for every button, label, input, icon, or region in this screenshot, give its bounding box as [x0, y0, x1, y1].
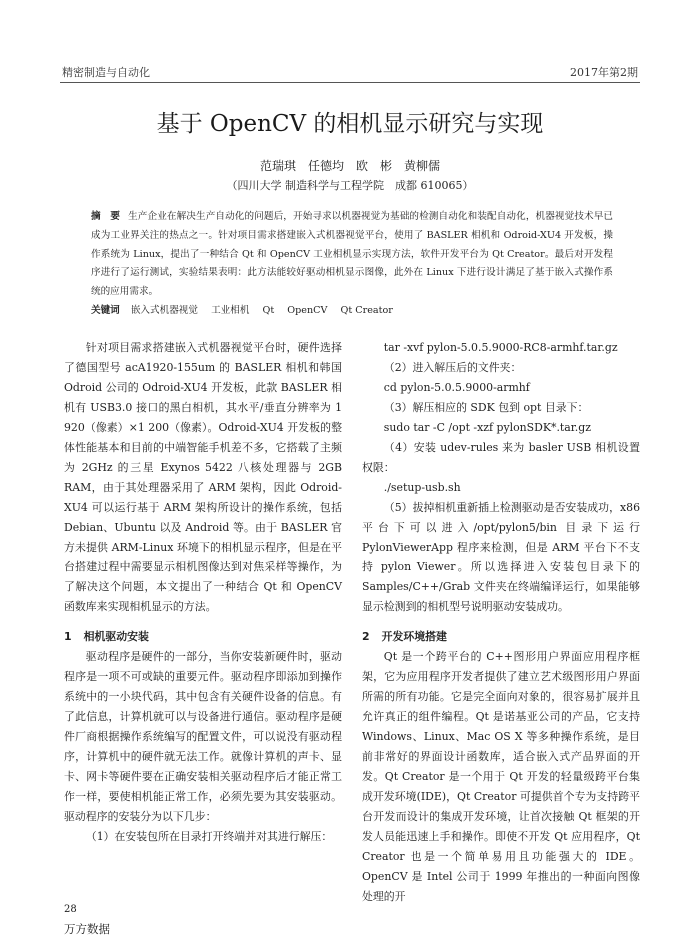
- step-paragraph: （2）进入解压后的文件夹：: [383, 360, 522, 374]
- command-line: ./setup-usb.sh: [383, 480, 461, 494]
- body-paragraph: 驱动程序是硬件的一部分，当你安装新硬件时，驱动程序是一项不可或缺的重要元件。驱动程序即添加到操作系统中的一小块代码，其中包含有关硬件设备的信息。有了此信息，计算机就可以与设备进行通信。驱动程序是硬件厂商根据操作系统编写的配置文件，可以说没有驱动程序，计算机中的硬件就无法工作。就像计算机的声卡、显卡、网卡等硬件要在正确安装相关驱动程序后才能正常工作一样，要使相机能正常工作，必须先要为其安装驱动。驱动程序的安装分为以下几步：: [64, 650, 342, 823]
- section-number: 2: [362, 630, 370, 644]
- section-heading: [362, 627, 640, 647]
- step-paragraph: （3）解压相应的 SDK 包到 opt 目录下：: [383, 400, 589, 414]
- body-paragraph: Qt 是一个跨平台的 C++图形用户界面应用程序框架，它为应用程序开发者提供了建立艺术级图形用户界面所需的所有功能。它是完全面向对象的，很容易扩展并且允许真正的组件编程。Qt 是诺基亚公司的产品，它支持 Windows、Linux、Mac OS X 等多种操作系统，是目前非常好的界面设计函数库，适合嵌入式产品界面的开发。Qt Creator 是一个用于 Qt 开发的轻量级跨平台集成开发环境(IDE)，Qt Creator 可提供首个专为支持跨平台开发而设计的集成开发环境，让首次接触 Qt 框架的开发人员能迅速上手和操作。即使不开发 Qt 应用程序，Qt Creator 也是一个简单易用且功能强大的 IDE。OpenCV 是 Intel 公司于 1999 年推出的一种面向图像处理的开: [362, 650, 640, 903]
- keywords-block: [91, 302, 613, 320]
- intro-paragraph: 针对项目需求搭建嵌入式机器视觉平台时，硬件选择了德国型号 acA1920-155um 的 BASLER 相机和韩国 Odroid 公司的 Odroid-XU4 开发板，此款 BASLER 相机有 USB3.0 接口的黑白相机，其水平/垂直分辨率为 1 920（像素）×1 200（像素）。Odroid-XU4 开发板的整体性能基本和目前的中端智能手机差不多，它搭载了主频为 2GHz 的三星 Exynos 5422 八核处理器与 2GB RAM，由于其处理器采用了 ARM 架构，因此 Odroid-XU4 可以运行基于 ARM 架构所设计的操作系统，包括 Debian、Ubuntu 以及 Android 等。由于 BASLER 官方未提供 ARM-Linux 环境下的相机显示程序，但是在平台搭建过程中需要显示相机图像达到对焦采样等操作，为了解决这个问题，本文提出了一种结合 Qt 和 OpenCV 函数库来实现相机显示的方法。: [64, 341, 342, 614]
- step-paragraph: （4）安装 udev-rules 来为 basler USB 相机设置权限：: [362, 440, 640, 474]
- keyword: 工业相机: [211, 305, 250, 316]
- command-line: sudo tar -C /opt -xzf pylonSDK*.tar.gz: [383, 420, 591, 434]
- step-paragraph: （5）拔掉相机重新插上检测驱动是否安装成功，x86 平台下可以进入/opt/pylon5/bin 目录下运行 PylonViewerApp 程序来检测，但是 ARM 平台下不支持 pylon Viewer。所以选择进入安装包目录下的 Samples/C++/Grab 文件夹在终端编译运行，如果能够显示检测到的相机型号说明驱动安装成功。: [362, 500, 640, 614]
- keyword: OpenCV: [287, 305, 328, 316]
- source-watermark: 万方数据: [64, 922, 110, 936]
- step-paragraph: （1）在安装包所在目录打开终端并对其进行解压：: [85, 829, 333, 843]
- section-heading: [64, 627, 342, 647]
- keyword: Qt Creator: [340, 305, 393, 316]
- page-number: 28: [64, 904, 77, 915]
- section-title: 相机驱动安装: [83, 630, 149, 644]
- running-header: [62, 64, 638, 82]
- header-rule: [60, 82, 640, 83]
- article-affiliation: （四川大学 制造科学与工程学院 成都 610065）: [226, 179, 474, 192]
- issue-label: 2017年第2期: [570, 66, 638, 79]
- abstract-label: 摘 要: [91, 211, 121, 222]
- keywords-label: 关键词: [91, 305, 120, 316]
- left-column: [64, 338, 342, 847]
- abstract-block: [91, 208, 613, 302]
- section-number: 1: [64, 630, 72, 644]
- journal-name: 精密制造与自动化: [62, 66, 150, 79]
- right-column: [362, 338, 640, 907]
- section-title: 开发环境搭建: [381, 630, 447, 644]
- command-line: cd pylon-5.0.5.9000-armhf: [383, 380, 530, 394]
- keyword: Qt: [262, 305, 275, 316]
- command-line: tar -xvf pylon-5.0.5.9000-RC8-armhf.tar.gz: [383, 341, 618, 354]
- article-title: 基于 OpenCV 的相机显示研究与实现: [156, 111, 544, 137]
- abstract-text: 生产企业在解决生产自动化的问题后，开始寻求以机器视觉为基础的检测自动化和装配自动化，机器视觉技术早已成为工业界关注的热点之一。针对项目需求搭建嵌入式机器视觉平台，使用了 BASLER 相机和 Odroid-XU4 开发板，操作系统为 Linux，提出了一种结合 Qt 和 OpenCV 工业相机显示实现方法，软件开发平台为 Qt Creator。最后对开发程序进行了运行测试，实验结果表明：此方法能较好驱动相机显示图像，此外在 Linux 下进行设计满足了基于嵌入式操作系统的应用需求。: [91, 211, 614, 298]
- article-authors: 范瑞琪 任德均 欧 彬 黄柳儒: [259, 159, 440, 173]
- keyword: 嵌入式机器视觉: [130, 305, 198, 316]
